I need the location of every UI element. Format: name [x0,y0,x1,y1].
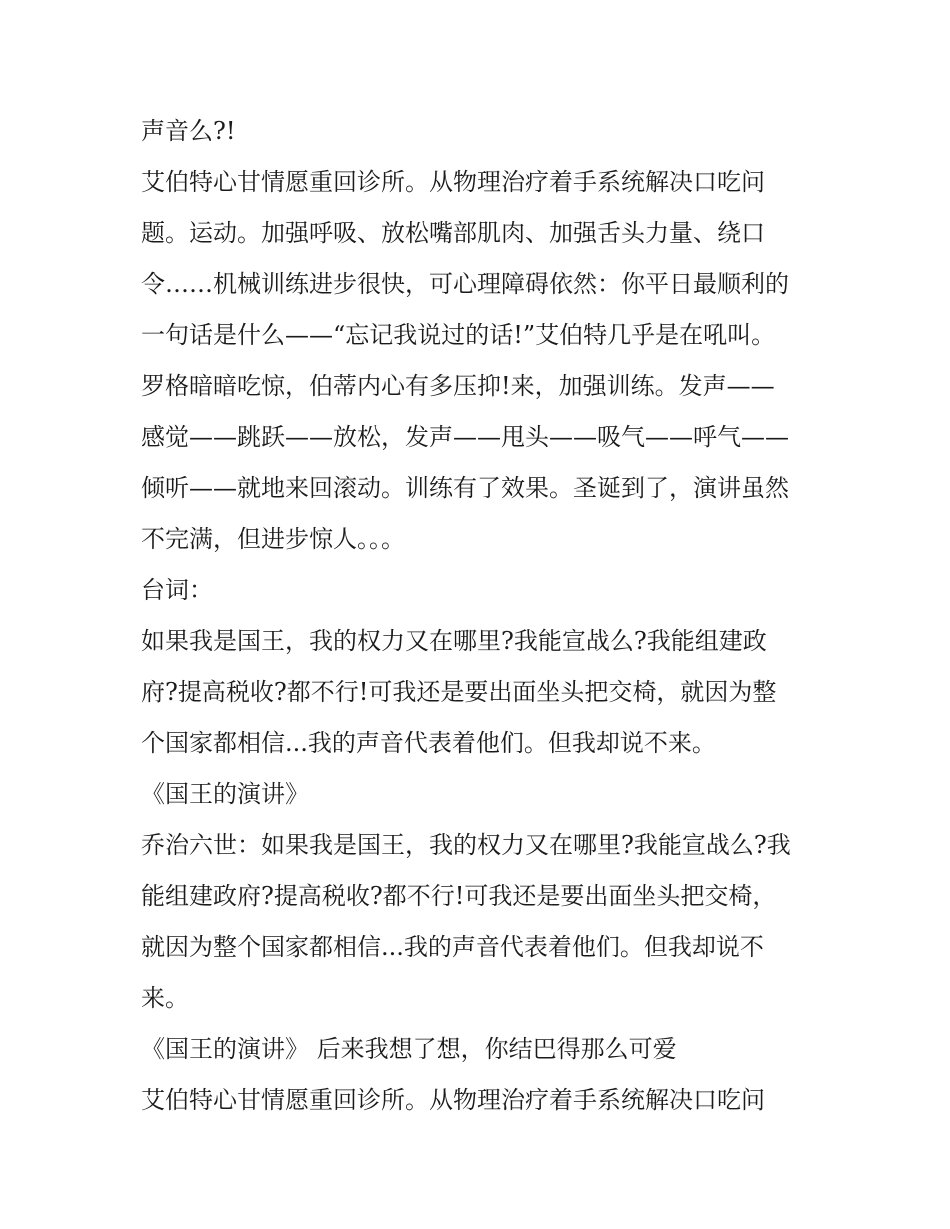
text-line: 来。 [141,984,189,1012]
text-line: 如果我是国王，我的权力又在哪里?我能宣战么?我能组建政 [141,627,767,655]
source-title: 《国王的演讲》 后来我想了想，你结巴得那么可爱 [141,1035,677,1063]
text-line: 个国家都相信...我的声音代表着他们。但我却说不来。 [141,729,716,757]
text-line: 题。运动。加强呼吸、放松嘴部肌肉、加强舌头力量、绕口 [141,219,765,247]
text-line: 艾伯特心甘情愿重回诊所。从物理治疗着手系统解决口吃问 [141,168,765,196]
text-line: 就因为整个国家都相信...我的声音代表着他们。但我却说不 [141,933,764,961]
source-title: 《国王的演讲》 [141,780,309,808]
text-line: 能组建政府?提高税收?都不行!可我还是要出面坐头把交椅， [141,882,777,910]
text-line: 罗格暗暗吃惊，伯蒂内心有多压抑!来，加强训练。发声—— [141,372,775,400]
text-line: 艾伯特心甘情愿重回诊所。从物理治疗着手系统解决口吃问 [141,1086,765,1114]
text-line: 一句话是什么——“忘记我说过的话!”艾伯特几乎是在吼叫。 [141,321,776,349]
text-line: 不完满，但进步惊人。。。 [141,525,405,553]
document-body [141,106,821,1126]
text-line: 令……机械训练进步很快，可心理障碍依然：你平日最顺利的 [141,270,789,298]
section-label: 台词： [141,576,213,604]
text-line: 倾听——就地来回滚动。训练有了效果。圣诞到了，演讲虽然 [141,474,789,502]
text-line: 感觉——跳跃——放松，发声——甩头——吸气——呼气—— [141,423,789,451]
text-line: 府?提高税收?都不行!可我还是要出面坐头把交椅，就因为整 [141,678,777,706]
text-line: 声音么?! [141,117,236,145]
text-line: 乔治六世：如果我是国王，我的权力又在哪里?我能宣战么?我 [141,831,791,859]
